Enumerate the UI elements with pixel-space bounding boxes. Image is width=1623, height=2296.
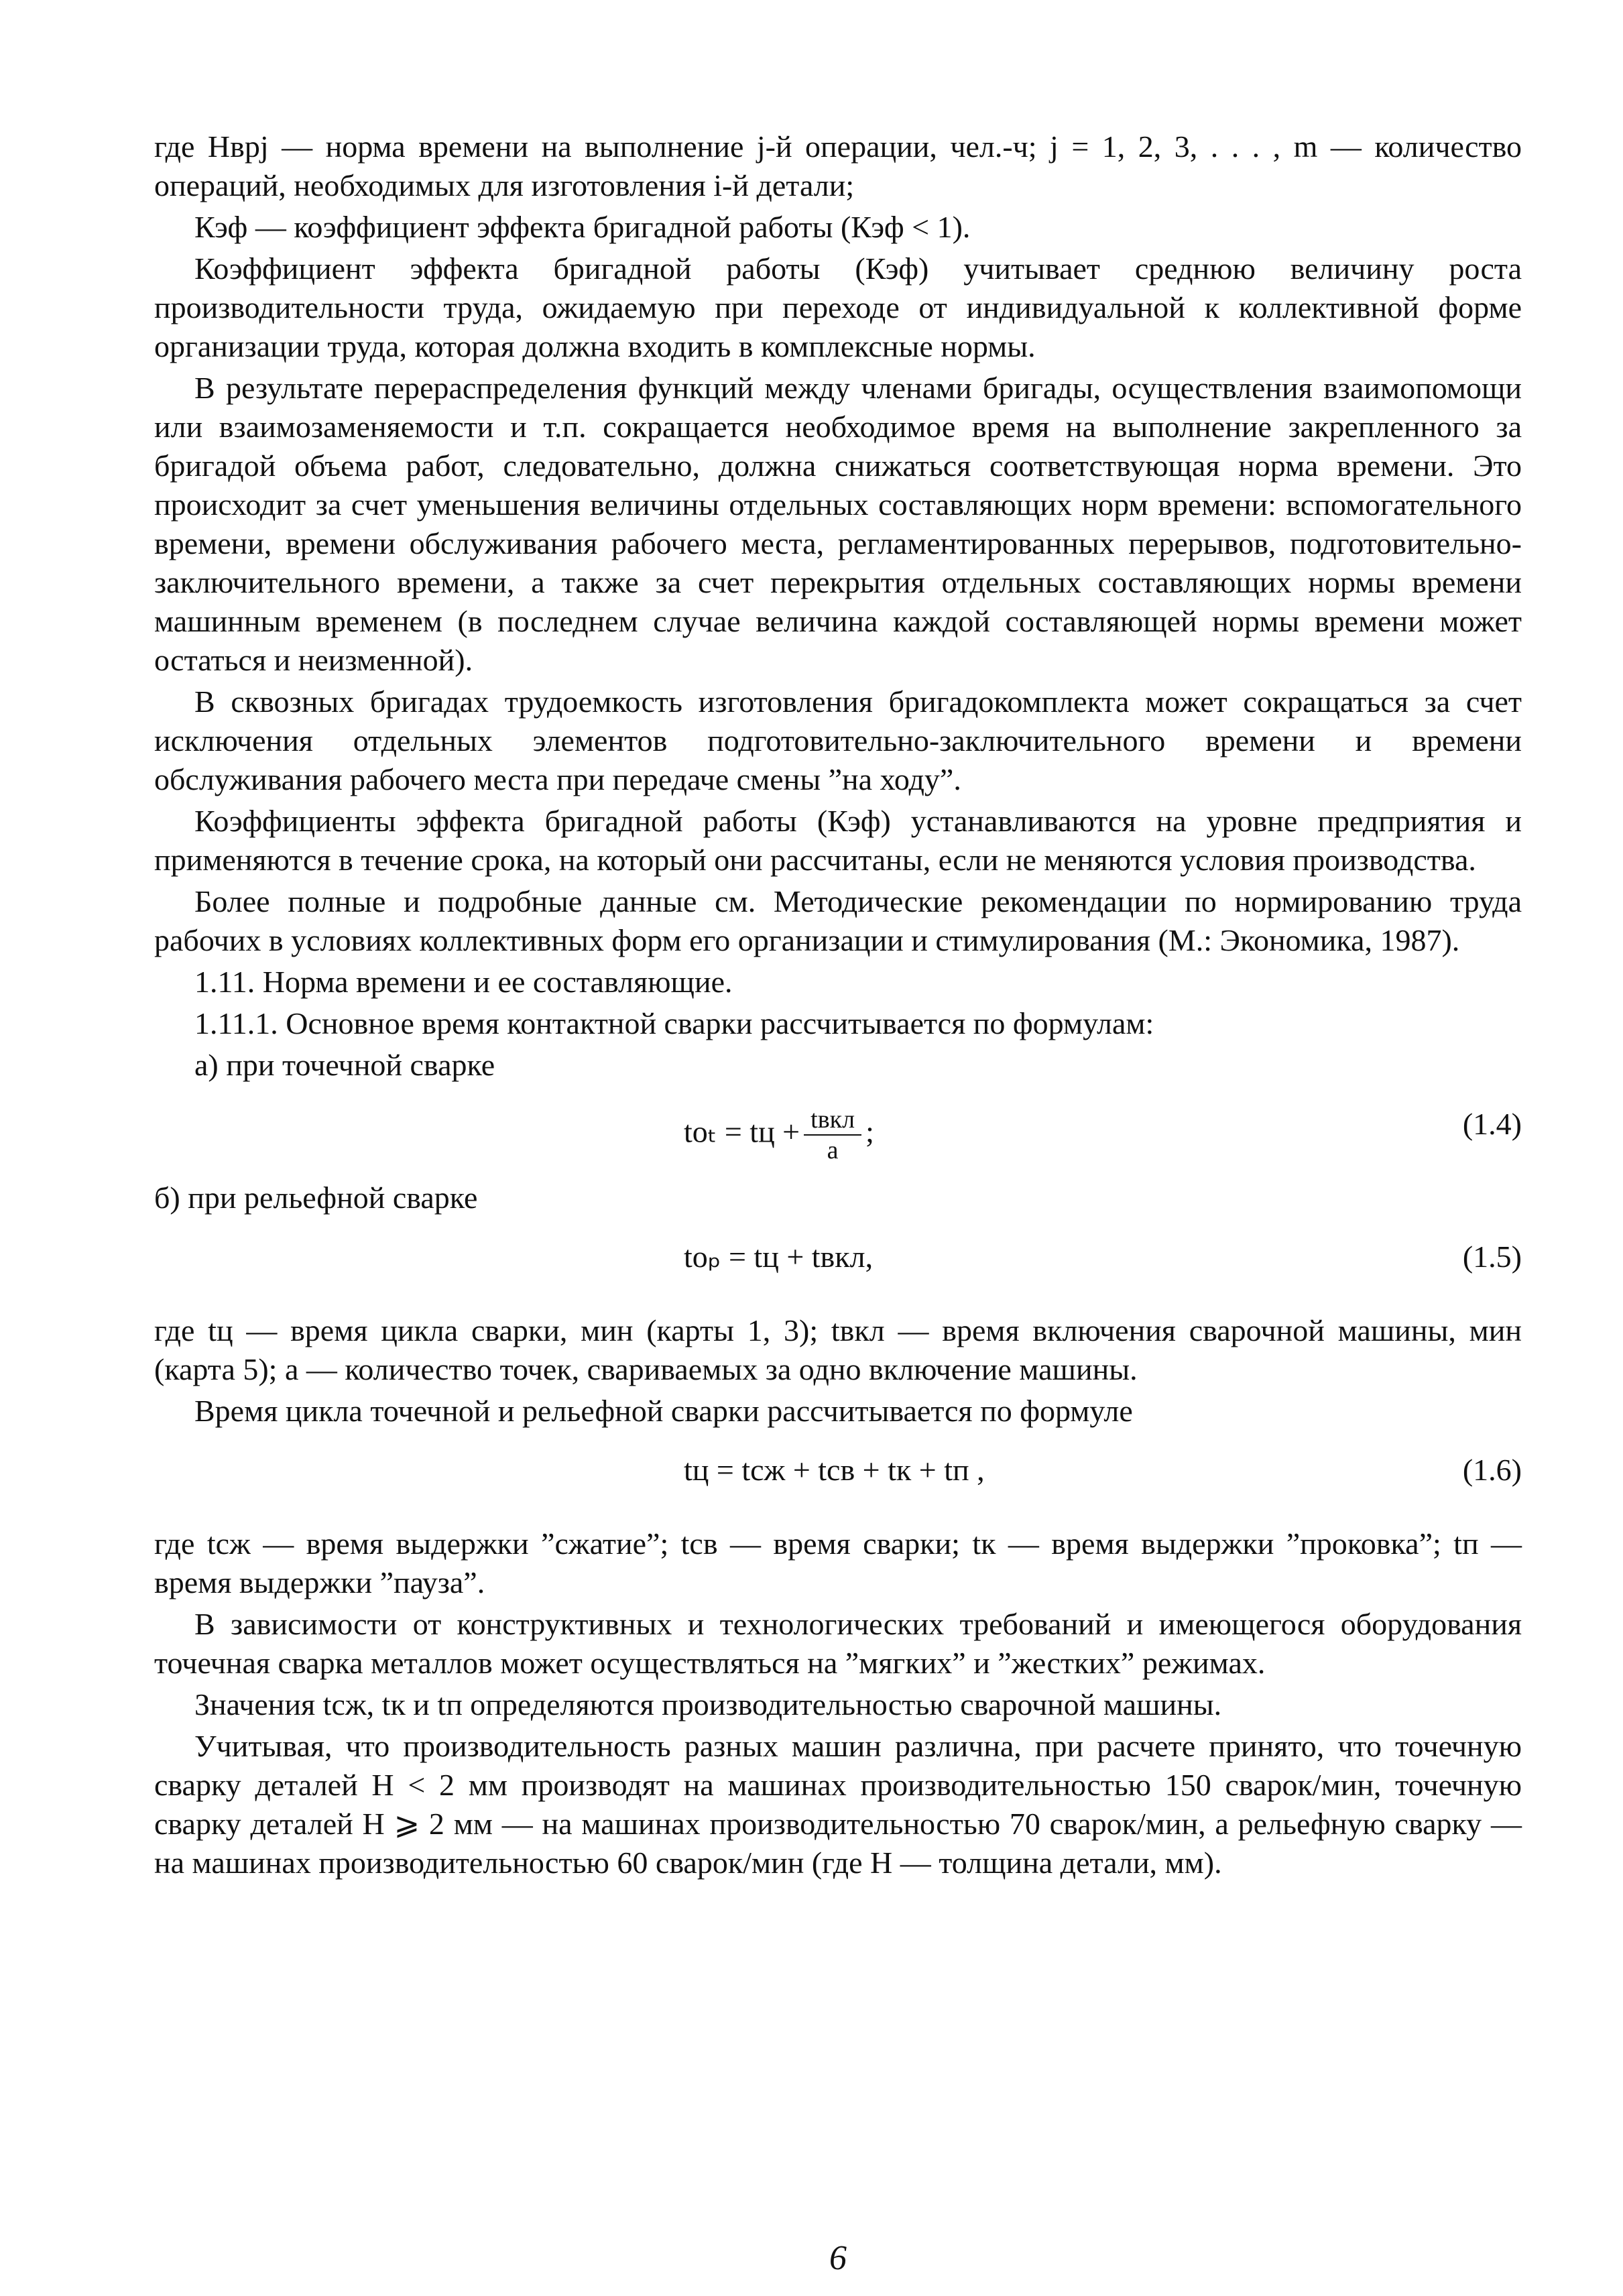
fraction-numerator: tвкл [804,1105,861,1136]
formula-1-4 [154,1091,1522,1172]
formula-1-4-label: (1.4) [1462,1107,1522,1141]
paragraph-4: В результате перераспределения функций между членами бригады, осуществления взаимопомощи или взаимозаменяемости и т.п. сокращается необходимое время на выполнение закрепленного за бригадой объема работ, следовательно, должна снижаться соответствующая норма времени. Это происходит за счет уменьшения величины отдельных составляющих норм времени: вспомогательного времени, времени обслуживания рабочего места, регламентированных перерывов, подготовительно-заключительного времени, а также за счет перекрытия отдельных составляющих нормы времени машинным временем (в последнем случае величина каждой составляющей нормы времени может остаться и неизменной). [154,371,1522,677]
paragraph-14: где tсж — время выдержки ”сжатие”; tсв — время сварки; tк — время выдержки ”проковка”; tп — время выдержки ”пауза”. [154,1526,1522,1599]
item-a: а) при точечной сварке [194,1048,495,1082]
paragraph-16: Значения tсж, tк и tп определяются производительностью сварочной машины. [194,1687,1222,1721]
fraction-denominator: a [827,1136,839,1164]
paragraph-9: 1.11.1. Основное время контактной сварки рассчитывается по формулам: [194,1006,1154,1040]
paragraph-15: В зависимости от конструктивных и технологических требований и имеющегося оборудования точечная сварка металлов может осуществляться на ”мягких” и ”жестких” режимах. [154,1607,1522,1680]
paragraph-17: Учитывая, что производительность разных машин различна, при расчете принято, что точечную сварку деталей H < 2 мм производят на машинах производительностью 150 сварок/мин, точечную сварку деталей H ⩾ 2 мм — на машинах производительностью 70 сварок/мин, а рельефную сварку — на машинах производительностью 60 сварок/мин (где H — толщина детали, мм). [154,1729,1522,1880]
item-b: б) при рельефной сварке [154,1181,478,1215]
formula-1-5-label: (1.5) [1462,1240,1522,1274]
formula-1-6-label: (1.6) [1462,1453,1522,1487]
formula-1-4-tail: ; [865,1114,874,1149]
page-number: 6 [829,2239,847,2277]
paragraph-5: В сквозных бригадах трудоемкость изготовления бригадокомплекта может сокращаться за счет исключения отдельных элементов подготовительно-заключительного времени и времени обслуживания рабочего места при передаче смены ”на ходу”. [154,684,1522,796]
paragraph-13: Время цикла точечной и рельефной сварки рассчитывается по формуле [194,1394,1133,1428]
paragraph-1: где Hвpj — норма времени на выполнение j-й операции, чел.-ч; j = 1, 2, 3, . . . , m — количество операций, необходимых для изготовления i-й детали; [154,129,1522,202]
section-heading: 1.11. Норма времени и ее составляющие. [194,965,733,999]
document-body [154,127,1522,2277]
formula-1-5 [154,1224,1522,1305]
formula-1-6-expression: tц = tсж + tсв + tк + tп , [684,1453,985,1487]
paragraph-6: Коэффициенты эффекта бригадной работы (Кэф) устанавливаются на уровне предприятия и применяются в течение срока, на который они рассчитаны, если не меняются условия производства. [154,804,1522,877]
paragraph-7: Более полные и подробные данные см. Методические рекомендации по нормированию труда рабочих в условиях коллективных форм его организации и стимулирования (М.: Экономика, 1987). [154,884,1522,957]
formula-1-4-expression [684,1105,874,1165]
formula-1-5-expression: tоₚ = tц + tвкл, [684,1240,874,1274]
formula-1-4-fraction [804,1105,861,1165]
formula-1-6 [154,1437,1522,1518]
paragraph-3: Коэффициент эффекта бригадной работы (Кэф) учитывает среднюю величину роста производительности труда, ожидаемую при переходе от индивидуальной к коллективной форме организации труда, которая должна входить в комплексные нормы. [154,251,1522,363]
paragraph-2: Кэф — коэффициент эффекта бригадной работы (Кэф < 1). [194,210,971,244]
paragraph-12: где tц — время цикла сварки, мин (карты 1, 3); tвкл — время включения сварочной машины, мин (карта 5); а — количество точек, свариваемых за одно включение машины. [154,1313,1522,1386]
formula-1-4-lhs: tоₜ = tц + [684,1114,800,1149]
